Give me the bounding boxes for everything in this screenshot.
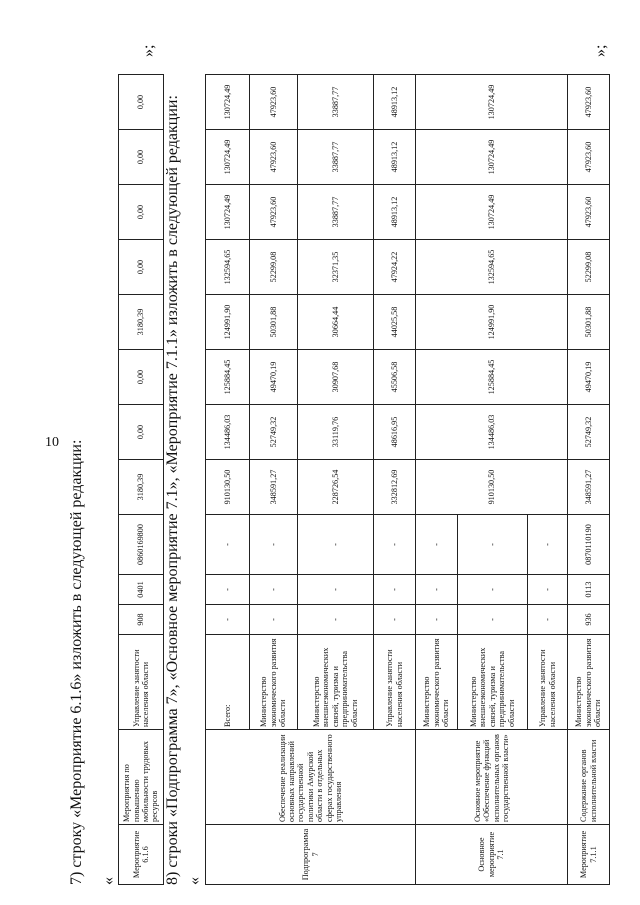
- row-grbs: -: [374, 605, 416, 635]
- value-cell: 33887,77: [298, 130, 374, 185]
- section-8-heading: 8) строки «Подпрограмма 7», «Основное мероприятие 7.1», «Мероприятие 7.1.1» изложить в следующей редакции:: [164, 95, 181, 885]
- value-cell: 47923,60: [568, 130, 610, 185]
- value-cell: 48913,12: [374, 185, 416, 240]
- value-cell: 134486,03: [416, 405, 568, 460]
- row-executor: Управление занятости населения области: [119, 635, 164, 730]
- row-name: Обеспечение реализации основных направлений государственной политики Амурской области в отдельных сферах государственного управления: [206, 730, 416, 825]
- section-8-close-quote: »;: [592, 44, 609, 57]
- row-csr: -: [250, 515, 298, 575]
- value-cell: 130724,49: [416, 130, 568, 185]
- value-cell: 47923,60: [250, 185, 298, 240]
- value-cell: 50301,88: [568, 295, 610, 350]
- row-executor: Всего:: [206, 635, 250, 730]
- value-cell: 130724,49: [416, 185, 568, 240]
- value-cell: 30907,68: [298, 350, 374, 405]
- row-code: Мероприятие 6.1.6: [119, 825, 164, 885]
- value-cell: 47923,60: [250, 75, 298, 130]
- value-cell: 130724,49: [206, 185, 250, 240]
- value-cell: 50301,88: [250, 295, 298, 350]
- value-cell: 44025,58: [374, 295, 416, 350]
- value-cell: 910130,50: [416, 460, 568, 515]
- row-grbs: -: [416, 605, 458, 635]
- value-cell: 132594,65: [206, 240, 250, 295]
- row-rzpr: -: [250, 575, 298, 605]
- value-cell: 33887,77: [298, 75, 374, 130]
- value-cell: 32371,35: [298, 240, 374, 295]
- row-rzpr: -: [416, 575, 458, 605]
- row-grbs: -: [250, 605, 298, 635]
- value-cell: 0,00: [119, 350, 164, 405]
- row-rzpr: -: [374, 575, 416, 605]
- row-rzpr: -: [206, 575, 250, 605]
- row-code: Мероприятие 7.1.1: [568, 825, 610, 885]
- value-cell: 3180,39: [119, 460, 164, 515]
- value-cell: 30664,44: [298, 295, 374, 350]
- value-cell: 48913,12: [374, 75, 416, 130]
- row-code: Подпрограмма 7: [206, 825, 416, 885]
- value-cell: 0,00: [119, 130, 164, 185]
- row-executor: Министерство внешнеэкономических связей, туризма и предпринимательства области: [298, 635, 374, 730]
- row-csr: -: [298, 515, 374, 575]
- row-grbs: 936: [568, 605, 610, 635]
- value-cell: 3180,39: [119, 295, 164, 350]
- row-grbs: -: [528, 605, 568, 635]
- value-cell: 125884,45: [206, 350, 250, 405]
- row-csr: -: [206, 515, 250, 575]
- row-rzpr: -: [458, 575, 528, 605]
- value-cell: 910130,50: [206, 460, 250, 515]
- row-csr: -: [458, 515, 528, 575]
- value-cell: 33119,76: [298, 405, 374, 460]
- row-name: Мероприятия по повышению мобильности трудовых ресурсов: [119, 730, 164, 825]
- value-cell: 125884,45: [416, 350, 568, 405]
- value-cell: 130724,49: [206, 75, 250, 130]
- row-grbs: -: [298, 605, 374, 635]
- row-grbs: -: [206, 605, 250, 635]
- value-cell: 49470,19: [568, 350, 610, 405]
- value-cell: 132594,65: [416, 240, 568, 295]
- row-name: Содержание органов исполнительной власти: [568, 730, 610, 825]
- row-executor: Министерство экономического развития области: [250, 635, 298, 730]
- section-7-open-quote: «: [100, 877, 117, 885]
- value-cell: 52299,08: [568, 240, 610, 295]
- row-grbs: 908: [119, 605, 164, 635]
- row-csr: -: [528, 515, 568, 575]
- row-executor: Министерство внешнеэкономических связей, туризма и предпринимательства области: [458, 635, 528, 730]
- value-cell: 124991,90: [206, 295, 250, 350]
- value-cell: 0,00: [119, 240, 164, 295]
- value-cell: 48913,12: [374, 130, 416, 185]
- value-cell: 130724,49: [416, 75, 568, 130]
- row-code: Основное мероприятие 7.1: [416, 825, 568, 885]
- row-rzpr: -: [298, 575, 374, 605]
- value-cell: 45506,58: [374, 350, 416, 405]
- value-cell: 130724,49: [206, 130, 250, 185]
- value-cell: 0,00: [119, 405, 164, 460]
- table-row: [119, 75, 164, 885]
- section-8-table: [205, 74, 610, 885]
- row-grbs: -: [458, 605, 528, 635]
- value-cell: 47923,60: [568, 75, 610, 130]
- section-7-heading: 7) строку «Мероприятие 6.1.6» изложить в следующей редакции:: [68, 439, 85, 885]
- table-row: [206, 75, 250, 885]
- value-cell: 47923,60: [250, 130, 298, 185]
- value-cell: 332812,69: [374, 460, 416, 515]
- row-rzpr: 0401: [119, 575, 164, 605]
- table-row: [416, 75, 458, 885]
- value-cell: 48616,95: [374, 405, 416, 460]
- row-rzpr: 0113: [568, 575, 610, 605]
- row-csr: -: [374, 515, 416, 575]
- value-cell: 348591,27: [568, 460, 610, 515]
- value-cell: 228726,54: [298, 460, 374, 515]
- row-csr: 0870110190: [568, 515, 610, 575]
- row-executor: Управление занятости населения области: [374, 635, 416, 730]
- row-csr: 0860169800: [119, 515, 164, 575]
- section-8-open-quote: «: [186, 877, 203, 885]
- value-cell: 52749,32: [568, 405, 610, 460]
- value-cell: 348591,27: [250, 460, 298, 515]
- value-cell: 124991,90: [416, 295, 568, 350]
- page-number: 10: [45, 435, 59, 450]
- table-row: [568, 75, 610, 885]
- row-executor: Министерство экономического развития области: [568, 635, 610, 730]
- value-cell: 49470,19: [250, 350, 298, 405]
- value-cell: 47924,22: [374, 240, 416, 295]
- row-csr: -: [416, 515, 458, 575]
- value-cell: 52749,32: [250, 405, 298, 460]
- row-name: Основное мероприятие «Обеспечение функций исполнительных органов государственной власти»: [416, 730, 568, 825]
- section-7-table: [118, 74, 164, 885]
- value-cell: 52299,08: [250, 240, 298, 295]
- value-cell: 0,00: [119, 75, 164, 130]
- row-executor: Управление занятости населения области: [528, 635, 568, 730]
- value-cell: 47923,60: [568, 185, 610, 240]
- value-cell: 0,00: [119, 185, 164, 240]
- value-cell: 134486,03: [206, 405, 250, 460]
- section-7-close-quote: »;: [140, 44, 157, 57]
- row-rzpr: -: [528, 575, 568, 605]
- row-executor: Министерство экономического развития области: [416, 635, 458, 730]
- value-cell: 33887,77: [298, 185, 374, 240]
